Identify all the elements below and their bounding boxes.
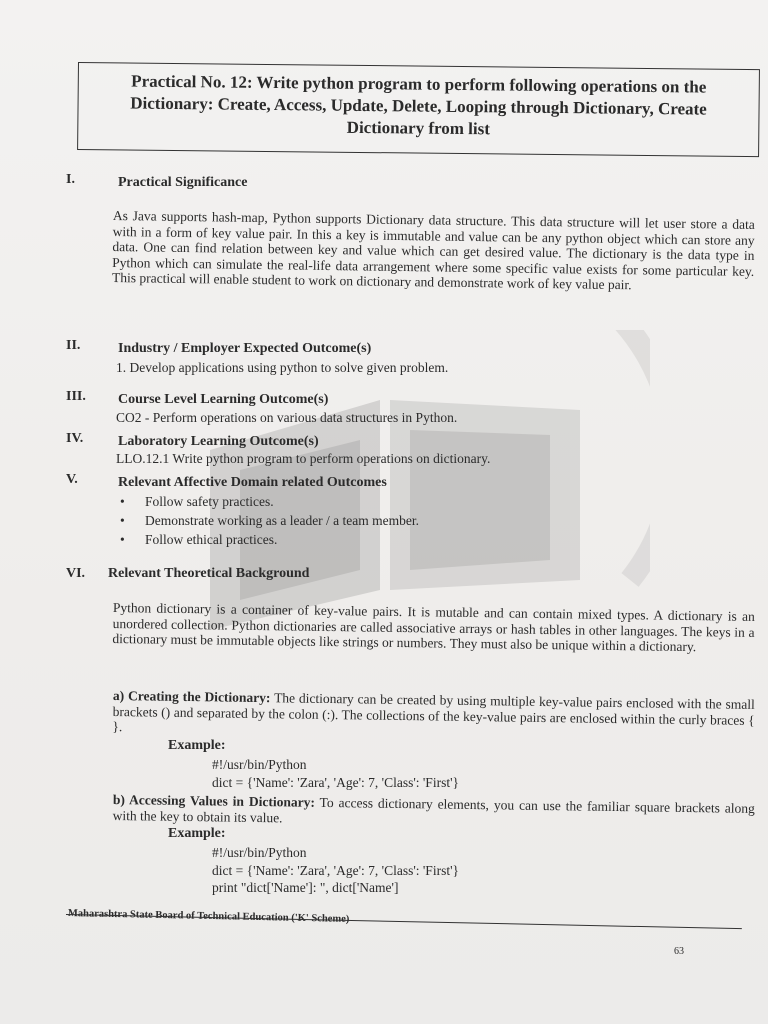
creating-dictionary-heading: a) Creating the Dictionary: [112, 688, 271, 706]
page-number: 63 [674, 946, 684, 957]
section-5-heading: Relevant Affective Domain related Outcomes [118, 475, 387, 490]
section-5-number: V. [66, 472, 78, 487]
section-3-heading: Course Level Learning Outcome(s) [118, 392, 329, 407]
example-label: Example: [168, 826, 226, 841]
section-2-number: II. [66, 338, 81, 353]
section-1-number: I. [66, 172, 75, 187]
code-line: #!/usr/bin/Python [212, 845, 307, 860]
section-3-text: CO2 - Perform operations on various data structures in Python. [116, 410, 458, 425]
creating-dictionary-paragraph [112, 688, 755, 743]
bullet-text: Follow ethical practices. [145, 532, 278, 547]
section-2-heading: Industry / Employer Expected Outcome(s) [118, 341, 372, 356]
section-6-number: VI. [66, 566, 86, 581]
title-line-2: Dictionary: Create, Access, Update, Delete, Looping through Dictionary, Create [130, 93, 707, 119]
section-2-text: 1. Develop applications using python to solve given problem. [116, 360, 449, 375]
example-label: Example: [168, 738, 226, 753]
accessing-dictionary-heading: b) Accessing Values in Dictionary: [112, 792, 315, 810]
section-3-number: III. [66, 389, 86, 404]
bullet-item: • Demonstrate working as a leader / a team member. [120, 513, 420, 528]
section-1-heading: Practical Significance [118, 175, 248, 190]
creating-dictionary-text: The dictionary can be created by using multiple key-value pairs enclosed with the small brackets () and separated by the colon (:). The collections of the key-value pairs are enclosed within the curly braces { }. [112, 690, 755, 735]
title-line-1: Practical No. 12: Write python program to perform following operations on the [131, 71, 707, 97]
footer-institution: Maharashtra State Board of Technical Education ('K' Scheme) [67, 908, 350, 925]
section-4-number: IV. [66, 431, 84, 446]
section-4-text: LLO.12.1 Write python program to perform operations on dictionary. [116, 451, 491, 466]
code-line: #!/usr/bin/Python [212, 757, 307, 772]
title-line-3: Dictionary from list [346, 117, 491, 139]
code-line: print "dict['Name']: ", dict['Name'] [212, 880, 399, 895]
bullet-item: • Follow safety practices. [120, 494, 274, 509]
bullet-text: Demonstrate working as a leader / a team member. [145, 513, 420, 528]
practical-title-box [77, 62, 760, 157]
section-6-heading: Relevant Theoretical Background [108, 566, 310, 581]
code-line: dict = {'Name': 'Zara', 'Age': 7, 'Class': 'First'} [212, 775, 459, 790]
section-6-text: Python dictionary is a container of key-value pairs. It is mutable and can contain mixed types. A dictionary is an unordered collection. Python dictionaries are called associative arrays or hash tables in other languages. The keys in a dictionary must be immutable objects like strings or numbers. They must also be unique within a dictionary. [112, 600, 755, 655]
section-4-heading: Laboratory Learning Outcome(s) [118, 434, 319, 449]
accessing-dictionary-text: To access dictionary elements, you can use the familiar square brackets along with the key to obtain its value. [112, 794, 755, 825]
bullet-item: • Follow ethical practices. [120, 532, 278, 547]
bullet-text: Follow safety practices. [145, 494, 274, 509]
section-1-text: As Java supports hash-map, Python supports Dictionary data structure. This data structure will let user store a data with in a form of key value pair. In this a key is immutable and value can be any python object which can store any data. One can find relation between key and value which can get desired value. The dictionary is the data type in Python which can simulate the real-life data arrangement where some specific value exists for some particular key. This practical will enable student to work on dictionary and demonstrate work of key value pair. [111, 208, 755, 293]
code-line: dict = {'Name': 'Zara', 'Age': 7, 'Class': 'First'} [212, 863, 459, 878]
footer-divider [66, 914, 742, 929]
